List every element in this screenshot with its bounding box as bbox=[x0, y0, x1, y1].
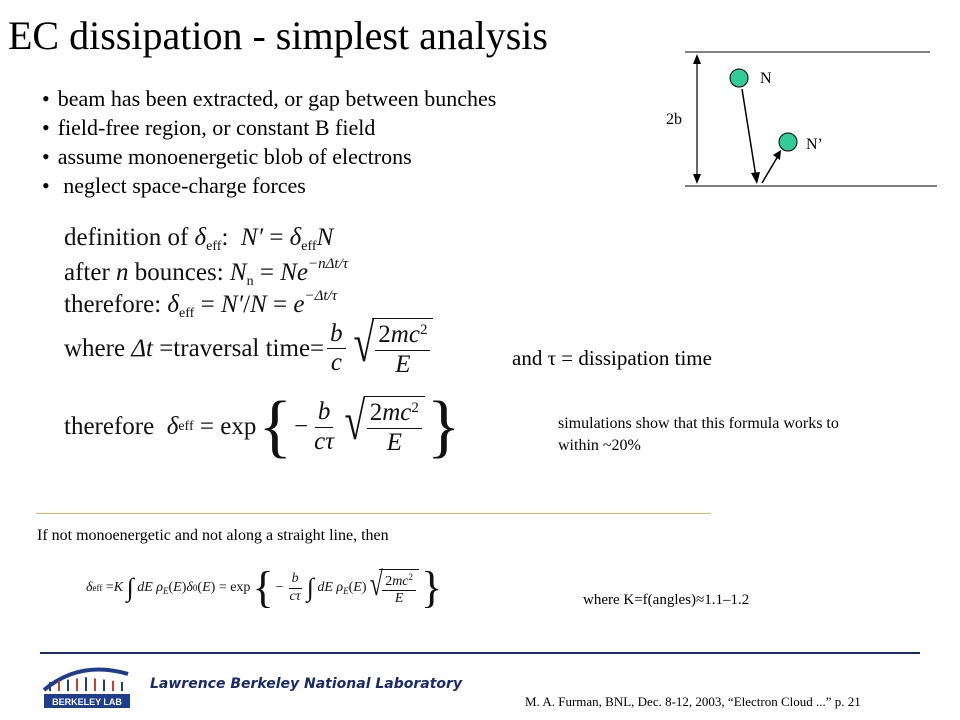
trajectory-down-arrow bbox=[742, 89, 756, 177]
equation-definition: definition of $\delta_{eff}$: $N' = \delta_{eff}N$ bbox=[64, 224, 334, 254]
height-arrow-top-head bbox=[693, 54, 701, 64]
footer-divider bbox=[40, 652, 920, 654]
label-N-prime: N’ bbox=[806, 136, 823, 153]
logo-text: BERKELEY LAB bbox=[52, 697, 122, 707]
equation-therefore-1: therefore: $\delta_{eff} = N'/N = e^{-\Delta t/\tau}$ bbox=[64, 288, 338, 321]
electron-blob-N-prime bbox=[779, 133, 797, 151]
simulation-note: simulations show that this formula works to within ~20% bbox=[558, 415, 839, 454]
citation: M. A. Furman, BNL, Dec. 8-12, 2003, “Electron Cloud ...” p. 21 bbox=[525, 694, 861, 709]
height-arrow-bottom-head bbox=[693, 174, 701, 184]
bullet-item: • neglect space-charge forces bbox=[42, 171, 496, 200]
lab-name: Lawrence Berkeley National Laboratory bbox=[150, 676, 463, 692]
electron-blob-N bbox=[730, 69, 748, 87]
bullet-item: • beam has been extracted, or gap between bunches bbox=[42, 84, 496, 113]
bullet-list bbox=[42, 84, 496, 200]
equation-delta-eff-exp: therefore δ eff = exp { − $\frac{b}{c\tau}$ √ $\frac{2mc^2}{E}$ } bbox=[64, 388, 461, 465]
slide-title: EC dissipation - simplest analysis bbox=[8, 13, 548, 58]
equation-traversal-time: where Δt =traversal time= $\frac{b}{c}$ √ $\frac{2mc^2}{E}$ bbox=[64, 318, 433, 380]
generalization-intro: If not monoenergetic and not along a straight line, then bbox=[37, 527, 389, 544]
trajectory-down-arrowhead bbox=[751, 172, 760, 184]
section-divider bbox=[36, 513, 711, 514]
bullet-item: • assume monoenergetic blob of electrons bbox=[42, 142, 496, 171]
k-definition: where K=f(angles)≈1.1–1.2 bbox=[583, 592, 750, 608]
berkeley-lab-logo bbox=[40, 660, 135, 712]
tau-definition: and τ = dissipation time bbox=[512, 346, 712, 370]
label-N: N bbox=[760, 70, 772, 87]
bounce-diagram bbox=[660, 45, 950, 195]
label-2b: 2b bbox=[666, 111, 682, 128]
equation-generalized: δ eff = K ∫ dE $\rho_E$ ( E ) δ 0 ( E ) = exp { − $\frac{b}{c\tau}$ ∫ dE $\rho_E$ ( E ) √ $\frac{2mc^2}{E}$ } bbox=[86, 563, 443, 612]
trajectory-up-arrow bbox=[762, 156, 778, 183]
equation-after-bounces: after n bounces: $N_n = Ne^{-n\Delta t/\tau}$ bbox=[64, 256, 349, 289]
bullet-item: • field-free region, or constant B field bbox=[42, 113, 496, 142]
